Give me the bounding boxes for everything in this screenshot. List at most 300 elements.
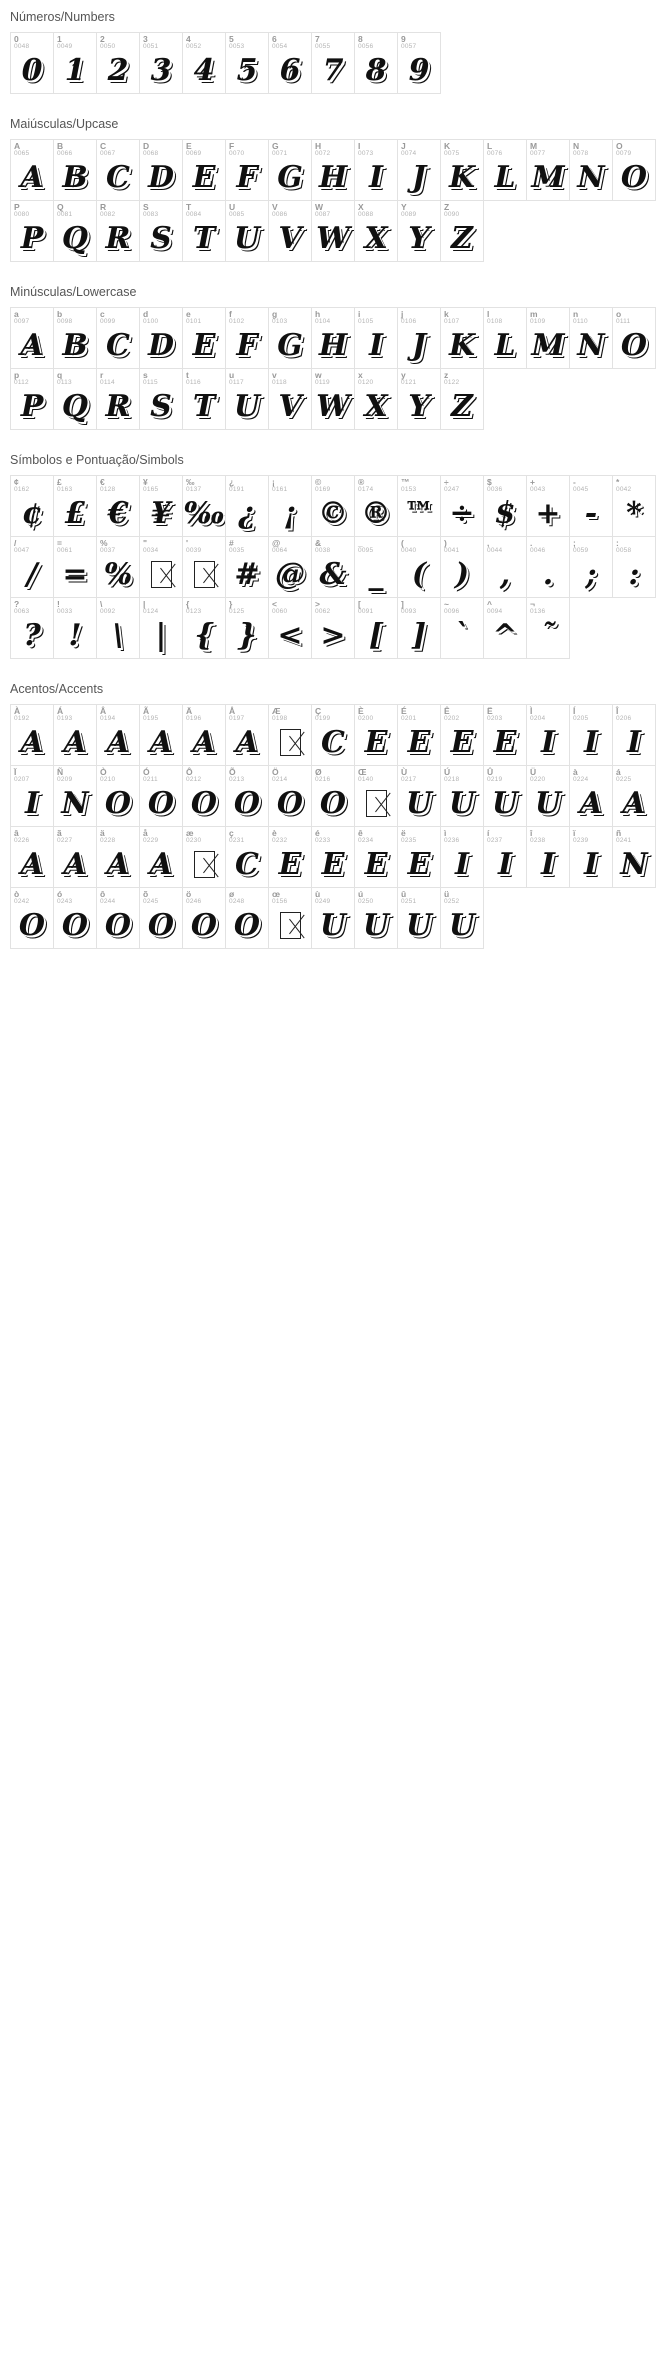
glyph-cell[interactable] xyxy=(10,704,54,766)
glyph-render: N xyxy=(61,785,89,821)
glyph-cell[interactable] xyxy=(397,307,441,369)
glyph-cell[interactable] xyxy=(569,307,613,369)
glyph-cell[interactable] xyxy=(225,536,269,598)
glyph-cell[interactable] xyxy=(53,200,97,262)
glyph-code: 0137 xyxy=(186,485,202,493)
glyph-code: 0041 xyxy=(444,546,460,554)
glyph-char-label: 8 xyxy=(358,34,363,44)
glyph-meta xyxy=(183,308,225,326)
glyph-char-label: C xyxy=(100,141,107,151)
glyph-cell[interactable] xyxy=(139,597,183,659)
glyph-cell[interactable] xyxy=(53,887,97,949)
glyph-cell[interactable] xyxy=(397,475,441,537)
glyph-meta xyxy=(527,705,569,723)
glyph-cell[interactable] xyxy=(53,597,97,659)
glyph-cell[interactable] xyxy=(354,536,398,598)
glyph-code: 0119 xyxy=(315,378,330,386)
glyph-cell[interactable] xyxy=(440,139,484,201)
glyph-code: 0089 xyxy=(401,210,417,218)
glyph-cell[interactable] xyxy=(268,307,312,369)
glyph-render: D xyxy=(147,159,174,195)
glyph-meta xyxy=(140,598,182,616)
glyph-char-label: Ö xyxy=(272,767,279,777)
glyph-meta xyxy=(269,537,311,555)
glyph-code: 0239 xyxy=(573,836,589,844)
glyph-cell[interactable] xyxy=(96,139,140,201)
glyph-render: 2 xyxy=(107,52,129,88)
glyph-render: _ xyxy=(368,556,384,592)
glyph-cell[interactable] xyxy=(96,826,140,888)
glyph-cell[interactable] xyxy=(225,597,269,659)
glyph-cell[interactable] xyxy=(225,475,269,537)
glyph-cell[interactable] xyxy=(139,536,183,598)
glyph-cell[interactable] xyxy=(96,307,140,369)
glyph-code: 0038 xyxy=(315,546,331,554)
glyph-code: 0211 xyxy=(143,775,158,783)
glyph-cell[interactable] xyxy=(311,765,355,827)
glyph-render: T xyxy=(192,220,216,256)
glyph-cell[interactable] xyxy=(139,200,183,262)
glyph-meta xyxy=(355,537,397,555)
glyph-meta xyxy=(613,766,655,784)
glyph-cell[interactable] xyxy=(225,139,269,201)
glyph-cell[interactable] xyxy=(96,536,140,598)
glyph-render: U xyxy=(448,785,476,821)
section-title: Acentos/Accents xyxy=(10,682,104,696)
glyph-cell[interactable] xyxy=(268,765,312,827)
glyph-cell[interactable] xyxy=(483,475,527,537)
glyph-cell[interactable] xyxy=(440,536,484,598)
glyph-cell[interactable] xyxy=(311,704,355,766)
glyph-meta xyxy=(97,308,139,326)
glyph-cell[interactable] xyxy=(354,32,398,94)
glyph-cell[interactable] xyxy=(526,704,570,766)
glyph-cell[interactable] xyxy=(483,307,527,369)
glyph-meta xyxy=(527,827,569,845)
glyph-cell[interactable] xyxy=(526,826,570,888)
glyph-char-label: W xyxy=(315,202,324,212)
missing-glyph-icon xyxy=(366,790,387,817)
glyph-cell[interactable] xyxy=(182,32,226,94)
glyph-render: £ xyxy=(64,495,86,531)
glyph-char-label: K xyxy=(444,141,451,151)
glyph-cell[interactable] xyxy=(526,475,570,537)
glyph-cell[interactable] xyxy=(440,704,484,766)
glyph-cell[interactable] xyxy=(10,32,54,94)
glyph-render: A xyxy=(20,724,44,760)
glyph-char-label: " xyxy=(143,538,148,548)
glyph-cell[interactable] xyxy=(483,765,527,827)
glyph-cell[interactable] xyxy=(268,826,312,888)
glyph-cell[interactable] xyxy=(53,32,97,94)
glyph-cell[interactable] xyxy=(10,887,54,949)
glyph-char-label: ù xyxy=(315,889,321,899)
glyph-cell[interactable] xyxy=(526,307,570,369)
glyph-cell[interactable] xyxy=(311,597,355,659)
glyph-meta xyxy=(613,140,655,158)
glyph-char-label: E xyxy=(186,141,192,151)
glyph-cell[interactable] xyxy=(311,200,355,262)
glyph-cell[interactable] xyxy=(354,597,398,659)
glyph-code: 0051 xyxy=(143,42,159,50)
glyph-cell[interactable] xyxy=(311,139,355,201)
glyph-cell[interactable] xyxy=(354,475,398,537)
glyph-cell[interactable] xyxy=(53,475,97,537)
glyph-cell[interactable] xyxy=(53,139,97,201)
glyph-cell[interactable] xyxy=(96,887,140,949)
glyph-meta xyxy=(226,537,268,555)
glyph-cell[interactable] xyxy=(96,704,140,766)
glyph-render: O xyxy=(190,785,218,821)
glyph-cell[interactable] xyxy=(139,32,183,94)
glyph-cell[interactable] xyxy=(440,765,484,827)
glyph-cell[interactable] xyxy=(354,200,398,262)
glyph-cell[interactable] xyxy=(225,887,269,949)
glyph-code: 0072 xyxy=(315,149,331,157)
glyph-cell[interactable] xyxy=(397,200,441,262)
glyph-meta xyxy=(398,827,440,845)
glyph-cell[interactable] xyxy=(10,536,54,598)
glyph-meta xyxy=(54,201,96,219)
glyph-cell[interactable] xyxy=(311,307,355,369)
glyph-code: 0106 xyxy=(401,317,417,325)
glyph-meta xyxy=(269,33,311,51)
glyph-cell[interactable] xyxy=(440,887,484,949)
glyph-char-label: R xyxy=(100,202,107,212)
font-specimen-page xyxy=(0,0,661,948)
glyph-render: U xyxy=(405,785,433,821)
glyph-code: 0236 xyxy=(444,836,460,844)
glyph-meta xyxy=(269,827,311,845)
glyph-cell[interactable] xyxy=(569,475,613,537)
glyph-cell[interactable] xyxy=(354,826,398,888)
glyph-char-label: ü xyxy=(444,889,450,899)
glyph-cell[interactable] xyxy=(440,200,484,262)
glyph-char-label: N xyxy=(573,141,580,151)
glyph-cell[interactable] xyxy=(139,887,183,949)
glyph-cell[interactable] xyxy=(182,765,226,827)
glyph-cell[interactable] xyxy=(311,536,355,598)
glyph-char-label: = xyxy=(57,538,62,548)
glyph-cell[interactable] xyxy=(268,536,312,598)
glyph-cell[interactable] xyxy=(268,887,312,949)
glyph-cell[interactable] xyxy=(139,704,183,766)
glyph-render: P xyxy=(20,388,44,424)
glyph-cell[interactable] xyxy=(225,765,269,827)
glyph-render: F xyxy=(236,327,258,363)
glyph-code: 0193 xyxy=(57,714,73,722)
glyph-cell[interactable] xyxy=(96,200,140,262)
glyph-cell[interactable] xyxy=(10,200,54,262)
glyph-char-label: c xyxy=(100,309,105,319)
glyph-code: 0124 xyxy=(143,607,159,615)
glyph-char-label: Ò xyxy=(100,767,107,777)
glyph-cell[interactable] xyxy=(53,704,97,766)
glyph-cell[interactable] xyxy=(397,536,441,598)
glyph-code: 0097 xyxy=(14,317,30,325)
glyph-code: 0247 xyxy=(444,485,460,493)
glyph-cell[interactable] xyxy=(397,765,441,827)
glyph-meta xyxy=(97,33,139,51)
glyph-cell[interactable] xyxy=(483,597,527,659)
glyph-cell[interactable] xyxy=(354,139,398,201)
glyph-code: 0049 xyxy=(57,42,73,50)
glyph-cell[interactable] xyxy=(397,826,441,888)
glyph-cell[interactable] xyxy=(612,139,656,201)
glyph-code: 0076 xyxy=(487,149,503,157)
glyph-render: K xyxy=(448,327,476,363)
glyph-cell[interactable] xyxy=(139,368,183,430)
glyph-meta xyxy=(97,476,139,494)
glyph-cell[interactable] xyxy=(182,536,226,598)
glyph-meta xyxy=(484,476,526,494)
glyph-cell[interactable] xyxy=(96,475,140,537)
glyph-cell[interactable] xyxy=(10,597,54,659)
glyph-render: A xyxy=(20,327,44,363)
glyph-char-label: ‰ xyxy=(186,477,195,487)
glyph-cell[interactable] xyxy=(225,368,269,430)
glyph-meta xyxy=(355,705,397,723)
glyph-cell[interactable] xyxy=(10,475,54,537)
glyph-char-label: ú xyxy=(358,889,364,899)
glyph-cell[interactable] xyxy=(268,704,312,766)
glyph-meta xyxy=(570,476,612,494)
glyph-code: 0228 xyxy=(100,836,116,844)
glyph-cell[interactable] xyxy=(483,536,527,598)
glyph-cell[interactable] xyxy=(526,765,570,827)
glyph-cell[interactable] xyxy=(96,368,140,430)
glyph-cell[interactable] xyxy=(612,475,656,537)
glyph-char-label: h xyxy=(315,309,321,319)
glyph-cell[interactable] xyxy=(397,887,441,949)
glyph-char-label: á xyxy=(616,767,621,777)
glyph-char-label: ; xyxy=(573,538,576,548)
glyph-cell[interactable] xyxy=(182,475,226,537)
glyph-meta xyxy=(11,766,53,784)
glyph-meta xyxy=(97,369,139,387)
glyph-cell[interactable] xyxy=(268,32,312,94)
glyph-char-label: p xyxy=(14,370,20,380)
glyph-render: B xyxy=(62,159,88,195)
glyph-cell[interactable] xyxy=(569,704,613,766)
glyph-cell[interactable] xyxy=(182,200,226,262)
glyph-cell[interactable] xyxy=(225,826,269,888)
glyph-cell[interactable] xyxy=(354,704,398,766)
glyph-cell[interactable] xyxy=(182,704,226,766)
glyph-cell[interactable] xyxy=(139,475,183,537)
glyph-code: 0084 xyxy=(186,210,202,218)
glyph-cell[interactable] xyxy=(526,139,570,201)
glyph-meta xyxy=(613,308,655,326)
glyph-render: E xyxy=(278,846,302,882)
glyph-cell[interactable] xyxy=(569,826,613,888)
glyph-char-label: ~ xyxy=(444,599,449,609)
glyph-cell[interactable] xyxy=(612,826,656,888)
glyph-render: E xyxy=(407,724,431,760)
glyph-meta xyxy=(269,766,311,784)
glyph-code: 0196 xyxy=(186,714,202,722)
glyph-meta xyxy=(11,201,53,219)
glyph-render: U xyxy=(534,785,562,821)
glyph-meta xyxy=(527,308,569,326)
glyph-char-label: Â xyxy=(100,706,107,716)
glyph-code: 0095 xyxy=(358,546,374,554)
glyph-meta xyxy=(226,476,268,494)
glyph-render: V xyxy=(278,388,302,424)
glyph-char-label: ç xyxy=(229,828,234,838)
glyph-char-label: ñ xyxy=(616,828,622,838)
glyph-meta xyxy=(11,33,53,51)
glyph-cell[interactable] xyxy=(182,826,226,888)
glyph-render: Q xyxy=(61,220,89,256)
glyph-cell[interactable] xyxy=(354,368,398,430)
glyph-char-label: ø xyxy=(229,889,235,899)
glyph-cell[interactable] xyxy=(96,32,140,94)
glyph-cell[interactable] xyxy=(311,32,355,94)
glyph-cell[interactable] xyxy=(182,887,226,949)
glyph-cell[interactable] xyxy=(440,826,484,888)
glyph-meta xyxy=(441,766,483,784)
glyph-code: 0077 xyxy=(530,149,546,157)
glyph-char-label: Í xyxy=(573,706,576,716)
glyph-render: O xyxy=(233,785,261,821)
glyph-cell[interactable] xyxy=(225,200,269,262)
glyph-cell[interactable] xyxy=(354,307,398,369)
glyph-cell[interactable] xyxy=(53,826,97,888)
glyph-cell[interactable] xyxy=(526,597,570,659)
glyph-cell[interactable] xyxy=(10,139,54,201)
glyph-cell[interactable] xyxy=(268,368,312,430)
glyph-char-label: Ã xyxy=(143,706,150,716)
glyph-code: 0048 xyxy=(14,42,30,50)
glyph-cell[interactable] xyxy=(612,765,656,827)
glyph-cell[interactable] xyxy=(354,765,398,827)
glyph-cell[interactable] xyxy=(225,307,269,369)
glyph-cell[interactable] xyxy=(483,704,527,766)
glyph-cell[interactable] xyxy=(139,307,183,369)
glyph-cell[interactable] xyxy=(225,704,269,766)
glyph-cell[interactable] xyxy=(612,704,656,766)
glyph-render: N xyxy=(620,846,648,882)
glyph-cell[interactable] xyxy=(96,597,140,659)
glyph-cell[interactable] xyxy=(10,826,54,888)
glyph-code: 0090 xyxy=(444,210,460,218)
glyph-cell[interactable] xyxy=(96,765,140,827)
glyph-render: B xyxy=(62,327,88,363)
glyph-cell[interactable] xyxy=(569,765,613,827)
glyph-cell[interactable] xyxy=(182,368,226,430)
glyph-cell[interactable] xyxy=(612,307,656,369)
glyph-cell[interactable] xyxy=(268,475,312,537)
glyph-cell[interactable] xyxy=(397,368,441,430)
glyph-cell[interactable] xyxy=(139,765,183,827)
glyph-render: | xyxy=(155,617,167,653)
glyph-cell[interactable] xyxy=(440,368,484,430)
glyph-char-label: < xyxy=(272,599,277,609)
glyph-cell[interactable] xyxy=(268,139,312,201)
glyph-char-label: Ù xyxy=(401,767,408,777)
glyph-meta xyxy=(11,705,53,723)
glyph-cell[interactable] xyxy=(311,887,355,949)
glyph-code: 0094 xyxy=(487,607,503,615)
glyph-char-label: & xyxy=(315,538,322,548)
glyph-cell[interactable] xyxy=(10,765,54,827)
glyph-char-label: ô xyxy=(100,889,106,899)
glyph-cell[interactable] xyxy=(53,368,97,430)
glyph-code: 0234 xyxy=(358,836,374,844)
glyph-code: 0248 xyxy=(229,897,245,905)
glyph-cell[interactable] xyxy=(397,139,441,201)
glyph-cell[interactable] xyxy=(10,307,54,369)
glyph-char-label: Ø xyxy=(315,767,322,777)
glyph-char-label: U xyxy=(229,202,236,212)
glyph-char-label: œ xyxy=(272,889,281,899)
glyph-cell[interactable] xyxy=(53,765,97,827)
glyph-render: H xyxy=(318,159,348,195)
glyph-cell[interactable] xyxy=(397,32,441,94)
glyph-cell[interactable] xyxy=(397,704,441,766)
glyph-render xyxy=(183,554,225,595)
glyph-code: 0238 xyxy=(530,836,546,844)
glyph-cell[interactable] xyxy=(268,597,312,659)
glyph-char-label: V xyxy=(272,202,278,212)
glyph-cell[interactable] xyxy=(182,307,226,369)
glyph-meta xyxy=(312,476,354,494)
glyph-render: C xyxy=(106,159,130,195)
glyph-char-label: Ó xyxy=(143,767,150,777)
glyph-cell[interactable] xyxy=(139,139,183,201)
glyph-render: O xyxy=(61,907,89,943)
glyph-render: H xyxy=(318,327,348,363)
glyph-cell[interactable] xyxy=(182,139,226,201)
glyph-meta xyxy=(570,827,612,845)
glyph-meta xyxy=(269,598,311,616)
glyph-cell[interactable] xyxy=(225,32,269,94)
glyph-code: 0161 xyxy=(272,485,288,493)
glyph-cell[interactable] xyxy=(440,597,484,659)
glyph-cell[interactable] xyxy=(612,536,656,598)
glyph-cell[interactable] xyxy=(139,826,183,888)
glyph-cell[interactable] xyxy=(53,307,97,369)
glyph-cell[interactable] xyxy=(569,536,613,598)
glyph-cell[interactable] xyxy=(440,475,484,537)
glyph-cell[interactable] xyxy=(311,475,355,537)
glyph-cell[interactable] xyxy=(483,139,527,201)
glyph-cell[interactable] xyxy=(268,200,312,262)
glyph-cell[interactable] xyxy=(53,536,97,598)
glyph-cell[interactable] xyxy=(440,307,484,369)
glyph-cell[interactable] xyxy=(569,139,613,201)
glyph-cell[interactable] xyxy=(311,826,355,888)
glyph-char-label: _ xyxy=(358,538,363,548)
glyph-meta xyxy=(355,369,397,387)
glyph-code: 0235 xyxy=(401,836,417,844)
glyph-meta xyxy=(183,369,225,387)
glyph-render: E xyxy=(407,846,431,882)
glyph-cell[interactable] xyxy=(397,597,441,659)
glyph-render: A xyxy=(106,724,130,760)
glyph-cell[interactable] xyxy=(354,887,398,949)
glyph-cell[interactable] xyxy=(483,826,527,888)
glyph-cell[interactable] xyxy=(526,536,570,598)
glyph-cell[interactable] xyxy=(311,368,355,430)
glyph-render: O xyxy=(233,907,261,943)
glyph-cell[interactable] xyxy=(182,597,226,659)
glyph-char-label: ! xyxy=(57,599,60,609)
glyph-cell[interactable] xyxy=(10,368,54,430)
glyph-code: 0050 xyxy=(100,42,116,50)
glyph-meta xyxy=(441,476,483,494)
